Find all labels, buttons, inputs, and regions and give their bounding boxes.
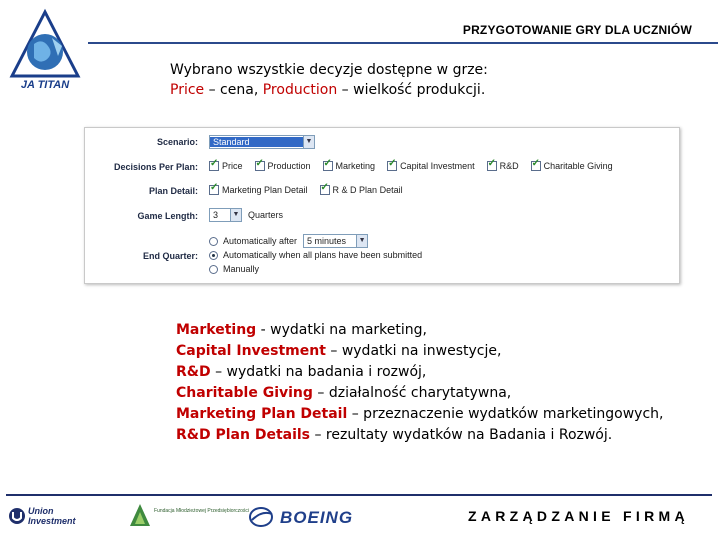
- timer-value: 5 minutes: [307, 236, 347, 246]
- fundacja-logo-text: Fundacja Młodzieżowej Przedsiębiorczości: [154, 508, 250, 514]
- definition-item: [176, 320, 664, 341]
- intro-line-1: Wybrano wszystkie decyzje dostępne w grze:: [170, 62, 488, 78]
- definition-term: Marketing: [176, 322, 257, 338]
- definition-item: [176, 383, 664, 404]
- game-length-label: Game Length:: [137, 211, 198, 221]
- term-price: Price: [170, 82, 205, 98]
- game-settings-panel: [84, 127, 680, 284]
- checkbox-price-label: Price: [222, 161, 243, 171]
- page-title: PRZYGOTOWANIE GRY DLA UCZNIÓW: [462, 23, 692, 37]
- definition-item: [176, 404, 664, 425]
- boeing-logo-text: BOEING: [280, 508, 354, 527]
- checkbox-marketing[interactable]: [323, 161, 333, 171]
- checkbox-rnd[interactable]: [487, 161, 497, 171]
- radio-manually[interactable]: [209, 265, 218, 274]
- chevron-down-icon: ▼: [356, 235, 367, 247]
- checkbox-production-label: Production: [267, 161, 311, 171]
- definition-item: [176, 341, 664, 362]
- radio-auto-after[interactable]: [209, 237, 218, 246]
- intro-line-2: [170, 80, 488, 100]
- definition-text: – wydatki na inwestycje,: [325, 343, 502, 359]
- game-length-unit: Quarters: [248, 210, 284, 220]
- decisions-label: Decisions Per Plan:: [113, 162, 198, 172]
- game-length-select[interactable]: [209, 208, 242, 222]
- checkbox-charitable-giving[interactable]: [531, 161, 541, 171]
- definition-text: – przeznaczenie wydatków marketingowych,: [347, 406, 664, 422]
- checkbox-rnd-label: R&D: [499, 161, 519, 171]
- checkbox-rnd-plan-detail[interactable]: [320, 185, 330, 195]
- checkbox-marketing-label: Marketing: [335, 161, 376, 171]
- scenario-row: [209, 135, 315, 149]
- decisions-row: [209, 161, 613, 171]
- union-investment-logo: [8, 504, 92, 533]
- definition-term: R&D Plan Details: [176, 427, 311, 443]
- price-desc: – cena,: [204, 82, 263, 98]
- checkbox-production[interactable]: [255, 161, 265, 171]
- union-logo-line2: Investment: [28, 516, 76, 526]
- checkbox-marketing-plan-detail[interactable]: [209, 185, 219, 195]
- production-desc: – wielkość produkcji.: [337, 82, 486, 98]
- radio-manually-label: Manually: [223, 264, 260, 274]
- end-quarter-option-auto-after[interactable]: [209, 234, 368, 248]
- game-length-value: 3: [213, 210, 219, 220]
- checkbox-charitable-giving-label: Charitable Giving: [543, 161, 613, 171]
- definition-item: [176, 362, 664, 383]
- checkbox-capital-investment[interactable]: [387, 161, 397, 171]
- scenario-value: Standard: [210, 137, 303, 147]
- union-logo-line1: Union: [28, 506, 54, 516]
- scenario-select[interactable]: [209, 135, 315, 149]
- definition-term: Charitable Giving: [176, 385, 313, 401]
- header-divider: [88, 42, 718, 44]
- ja-titan-logo: [6, 8, 84, 90]
- definition-term: R&D: [176, 364, 211, 380]
- checkbox-capital-investment-label: Capital Investment: [400, 161, 475, 171]
- checkbox-price[interactable]: [209, 161, 219, 171]
- definition-item: [176, 425, 664, 446]
- plan-detail-row: [209, 185, 403, 195]
- footer-divider: [6, 494, 712, 496]
- game-length-row: [209, 208, 283, 222]
- radio-auto-after-label: Automatically after: [223, 236, 298, 246]
- plan-detail-label: Plan Detail:: [148, 186, 198, 196]
- checkbox-marketing-plan-detail-label: Marketing Plan Detail: [222, 185, 308, 195]
- fundacja-logo: [128, 500, 250, 541]
- definition-text: – działalność charytatywna,: [312, 385, 512, 401]
- definition-text: - wydatki na marketing,: [256, 322, 427, 338]
- chevron-down-icon: ▼: [230, 209, 241, 221]
- definition-text: – rezultaty wydatków na Badania i Rozwój.: [310, 427, 613, 443]
- end-quarter-option-manual[interactable]: [209, 264, 259, 274]
- end-quarter-label: End Quarter:: [142, 251, 198, 261]
- radio-auto-all-submitted-label: Automatically when all plans have been submitted: [223, 250, 423, 260]
- definitions-list: [176, 320, 664, 446]
- radio-auto-all-submitted[interactable]: [209, 251, 218, 260]
- intro-text: [170, 60, 488, 100]
- definition-term: Marketing Plan Detail: [176, 406, 348, 422]
- checkbox-rnd-plan-detail-label: R & D Plan Detail: [332, 185, 403, 195]
- definition-term: Capital Investment: [176, 343, 326, 359]
- definition-text: – wydatki na badania i rozwój,: [210, 364, 427, 380]
- footer-title: ZARZĄDZANIE FIRMĄ: [468, 508, 689, 524]
- chevron-down-icon: ▼: [303, 136, 314, 148]
- scenario-label: Scenario:: [156, 137, 198, 147]
- end-quarter-option-auto-all[interactable]: [209, 250, 422, 260]
- boeing-logo: [248, 504, 388, 535]
- timer-select[interactable]: [303, 234, 368, 248]
- ja-titan-logo-text: JA TITAN: [20, 79, 70, 91]
- term-production: Production: [262, 82, 338, 98]
